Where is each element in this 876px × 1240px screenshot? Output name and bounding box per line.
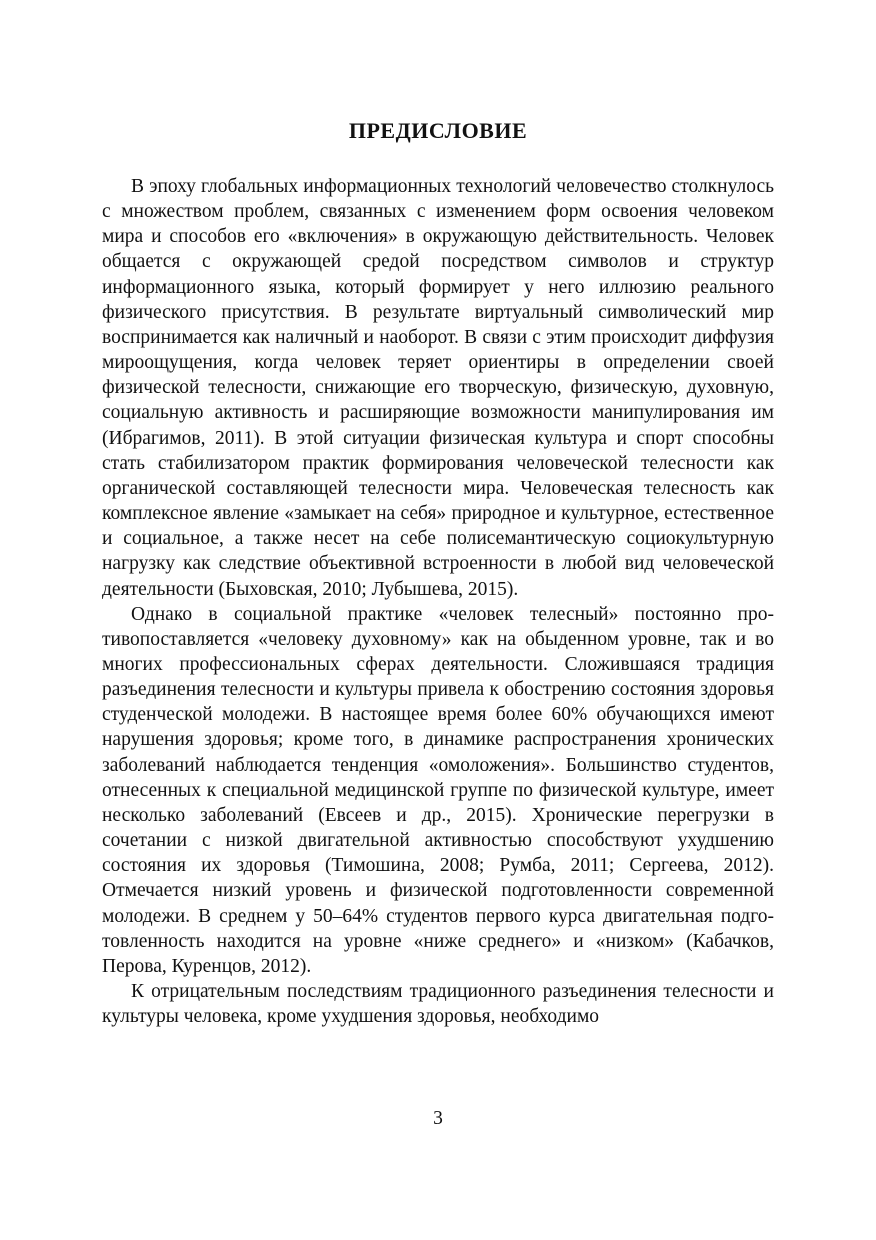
document-body [102,174,774,1029]
paragraph-3: К отрицательным последствиям традиционного разъединения телесности и культуры человека, кроме ухудшения здоровья, необходимо [102,981,774,1028]
paragraph-2: Однако в социальной практике «человек телесный» постоянно противопоставляется «человеку духовному» как на обыденном уровне, так и во многих профессиональных сферах деятельности. Сложившаяся традиция разъединения телесности и культуры привела к обострению состояния здоровья студенческой молодежи. В настоящее время более 60% обучающихся имеют нарушения здоровья; кроме того, в динамике распространения хронических заболеваний наблюдается тенденция «омоложения». Большинство студентов, отнесенных к специальной медицинской группе по физической культуре, имеет несколько заболеваний (Евсеев и др., 2015). Хронические перегрузки в сочетании с низкой двигательной активностью способствуют ухудшению состояния их здоровья (Тимошина, 2008; Румба, 2011; Сергеева, 2012). Отмечается низкий уровень и физической подготовленности современной молодежи. В среднем у 50–64% студентов первого курса двигательная подготовленность находится на уровне «ниже среднего» и «низком» (Кабачков, Перова, Куренцов, 2012). [102,603,774,977]
paragraph-1: В эпоху глобальных информационных технологий человечество столкнулось с множеством проблем, связанных с изменением форм освоения человеком мира и способов его «включения» в окружающую действительность. Человек общается с окружающей средой посредством символов и структур информационного языка, который формирует у него иллюзию реального физического присутствия. В результате виртуальный символический мир воспринимается как наличный и наоборот. В связи с этим происходит диффузия мироощущения, когда человек теряет ориентиры в определении своей физической телесности, снижающие его творческую, физическую, духовную, социальную активность и расширяющие возможности манипулирования им (Ибрагимов, 2011). В этой ситуации физическая культура и спорт способны стать стабилизатором практик формирования человеческой телесности как органической составляющей телесности мира. Человеческая телесность как комплексное явление «замыкает на себя» природное и культурное, естественное и социальное, а также несет на себе полисемантическую социокультурную нагрузку как следствие объективной встроенности в любой вид человеческой деятельности (Быховская, 2010; Лубышева, 2015). [102,176,774,600]
page-number: 3 [433,1108,443,1129]
page-title: ПРЕДИСЛОВИЕ [348,118,528,143]
